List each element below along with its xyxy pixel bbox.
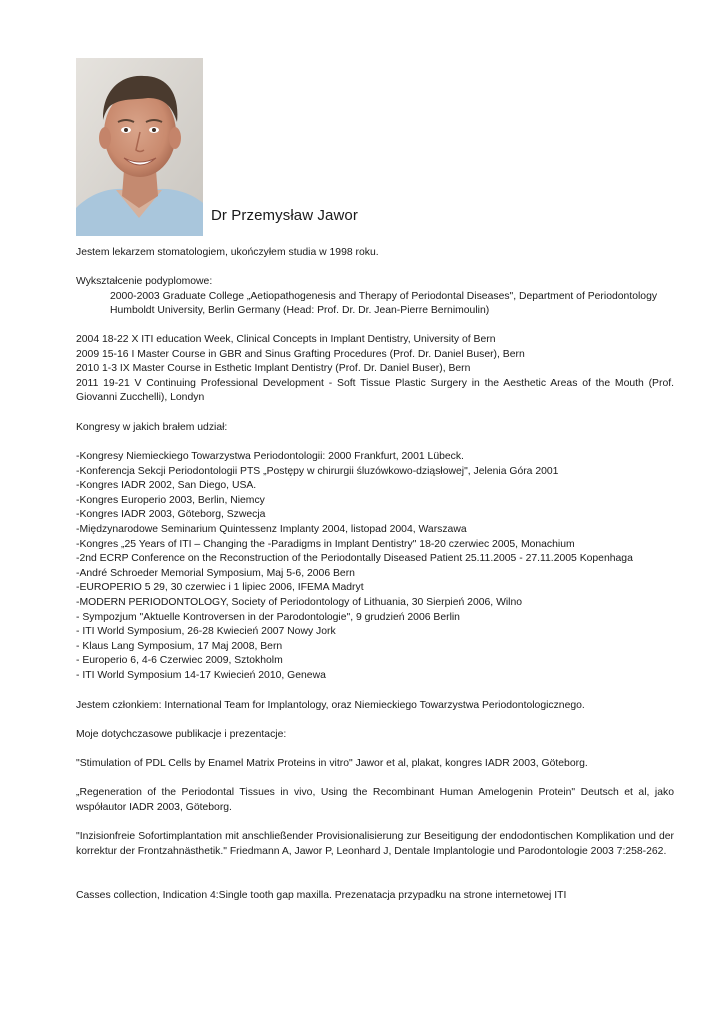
intro-text: Jestem lekarzem stomatologiem, ukończyłem studia w 1998 roku. [76,247,379,258]
congress-heading: Kongresy w jakich brałem udział: [76,422,228,433]
publication-item: "Stimulation of PDL Cells by Enamel Matrix Proteins in vitro" Jawor et al, plakat, kongres IADR 2003, Göteborg. [76,758,588,769]
congress-item: -Kongres IADR 2002, San Diego, USA. [76,480,257,492]
congress-item: - ITI World Symposium, 26-28 Kwiecień 2007 Nowy Jork [76,626,336,638]
postgrad-line: 2000-2003 Graduate College „Aetiopathogenesis and Therapy of Periodontal Diseases", Department of Periodontology [110,290,658,302]
course-item: 2009 15-16 I Master Course in GBR and Sinus Grafting Procedures (Prof. Dr. Daniel Buser), Bern [76,348,525,360]
membership-text: Jestem członkiem: International Team for Implantology, oraz Niemieckiego Towarzystwa Periodontologicznego. [76,700,585,711]
congress-item: -Międzynarodowe Seminarium Quintessenz Implanty 2004, listopad 2004, Warszawa [76,523,467,535]
publication-4 [76,889,674,904]
congress-item: - Europerio 6, 4-6 Czerwiec 2009, Sztokholm [76,655,283,667]
publication-item: Casses collection, Indication 4:Single tooth gap maxilla. Prezenatacja przypadku na strone internetowej ITI [76,890,567,901]
congress-item: - Klaus Lang Symposium, 17 Maj 2008, Bern [76,640,283,652]
course-item: 2010 1-3 IX Master Course in Esthetic Implant Dentistry (Prof. Dr. Daniel Buser), Bern [76,363,471,375]
postgrad-heading: Wykształcenie podyplomowe: [76,276,213,287]
course-item: 2004 18-22 X ITI education Week, Clinical Concepts in Implant Dentistry, University of Bern [76,334,496,345]
course-item: 2011 19-21 V Continuing Professional Development - Soft Tissue Plastic Surgery in the Aesthetic Areas of the Mouth (Prof. Giovanni Zucchelli), Londyn [76,377,674,404]
publication-1 [76,757,674,772]
postgrad-line: Humboldt University, Berlin Germany (Head: Prof. Dr. Dr. Jean-Pierre Bernimoulin) [110,305,490,317]
congress-item: - Sympozjum "Aktuelle Kontroversen in der Parodontologie", 9 grudzień 2006 Berlin [76,611,460,623]
congress-item: -2nd ECRP Conference on the Reconstruction of the Periodontally Diseased Patient 25.11.2005 - 27.11.2005 Kopenhaga [76,553,633,565]
congress-item: -Konferencja Sekcji Periodontologii PTS „Postępy w chirurgii śluzówkowo-dziąsłowej", Jelenia Góra 2001 [76,465,559,477]
publication-item: „Regeneration of the Periodontal Tissues in vivo, Using the Recombinant Human Amelogenin Protein" Deutsch et al, jako współautor IADR 2003, Göteborg. [76,787,674,813]
congress-item: -André Schroeder Memorial Symposium, Maj 5-6, 2006 Bern [76,567,355,579]
congress-item: -EUROPERIO 5 29, 30 czerwiec i 1 lipiec 2006, IFEMA Madryt [76,582,364,594]
congress-list [76,450,674,684]
doctor-name: Dr Przemysław Jawor [211,207,358,224]
congress-item: -Kongres „25 Years of ITI – Changing the -Paradigms in Implant Dentistry" 18-20 czerwiec 2005, Monachium [76,538,575,550]
congress-item: -Kongres Europerio 2003, Berlin, Niemcy [76,494,265,506]
congress-item: -Kongres IADR 2003, Göteborg, Szwecja [76,509,266,521]
publication-2 [76,786,674,815]
congress-item: -MODERN PERIODONTOLOGY, Society of Periodontology of Lithuania, 30 Sierpień 2006, Wilno [76,596,523,608]
membership-block [76,699,674,714]
congress-item: -Kongresy Niemieckiego Towarzystwa Periodontologii: 2000 Frankfurt, 2001 Lübeck. [76,451,464,462]
publications-heading-block [76,728,674,743]
publication-3 [76,830,674,859]
intro-paragraph [76,246,674,261]
portrait-photo [76,58,203,236]
publication-item: "Inzisionfreie Sofortimplantation mit anschließender Provisionalisierung zur Beseitigung der endodontischen Komplikation und der korrektur der Frontzahnästhetik." Friedmann A, Jawor P, Leonhard J, Dentale Implantologie und Parodontologie 2003 7:258-262. [76,831,674,857]
publications-heading: Moje dotychczasowe publikacje i prezentacje: [76,729,287,740]
courses-section [76,333,674,406]
congress-item: - ITI World Symposium 14-17 Kwiecień 2010, Genewa [76,669,326,681]
congress-heading-block [76,421,674,436]
postgrad-section [76,275,674,319]
